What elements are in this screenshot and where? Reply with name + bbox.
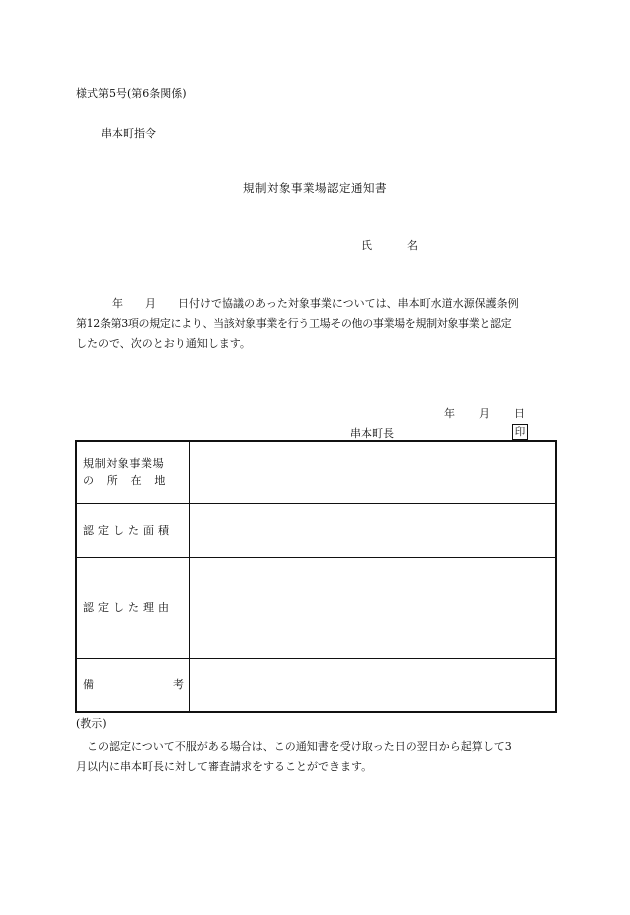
date-month: 月: [479, 407, 490, 420]
form-number: 様式第5号(第6条関係): [76, 87, 187, 100]
remarks-value-field[interactable]: [190, 658, 557, 712]
remarks-label: [76, 658, 190, 712]
area-value-field[interactable]: [190, 503, 557, 557]
reason-label: 認定した理由: [76, 557, 190, 658]
table-row-remarks: [76, 658, 556, 712]
table-row-location: [76, 441, 556, 503]
location-label-line-2: の 所 在 地: [83, 474, 167, 488]
note-line-2: 月以内に串本町長に対して審査請求をすることができます。: [76, 760, 373, 773]
date-day: 日: [514, 407, 525, 420]
seal-mark: 印: [512, 424, 528, 440]
note-title: (教示): [76, 717, 107, 730]
body-year: 年: [112, 297, 123, 310]
date-year: 年: [444, 407, 455, 420]
reason-value-field[interactable]: [190, 557, 557, 658]
location-value-field[interactable]: [190, 441, 557, 503]
body-month: 月: [145, 297, 156, 310]
certification-table: [75, 440, 557, 713]
body-line-1: [76, 294, 556, 314]
remarks-label-2: 考: [173, 678, 184, 692]
note-line-1: この認定について不服がある場合は、この通知書を受け取った日の翌日から起算して3: [76, 740, 512, 753]
table-row-reason: [76, 557, 556, 658]
table-row-area: [76, 503, 556, 557]
body-line-2: 第12条第3項の規定により、当該対象事業を行う工場その他の事業場を規制対象事業と認定: [76, 317, 512, 330]
location-label-line-1: 規制対象事業場: [83, 457, 165, 471]
body-line-1-text: 日付けで協議のあった対象事業については、串本町水道水源保護条例: [178, 297, 519, 310]
document-title: 規制対象事業場認定通知書: [243, 181, 387, 195]
remarks-label-1: 備: [83, 678, 94, 692]
location-label: [76, 441, 190, 503]
name-label: 氏 名: [361, 239, 430, 252]
directive-label: 串本町指令: [101, 127, 156, 140]
mayor-title: 串本町長: [350, 427, 394, 440]
body-line-3: したので、次のとおり通知します。: [76, 337, 251, 350]
area-label: 認定した面積: [76, 503, 190, 557]
body-text: [76, 294, 556, 354]
note-text: [76, 737, 556, 777]
issue-date: [444, 405, 525, 421]
